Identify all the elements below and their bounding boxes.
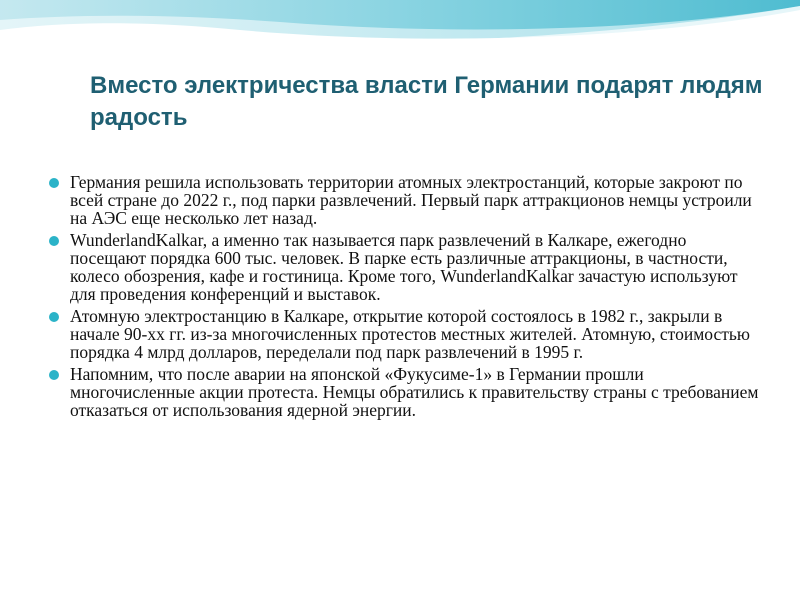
bullet-text: Атомную электростанцию в Калкаре, открытие которой состоялось в 1982 г., закрыли в начале 90-хх гг. из-за многочисленных протестов местных жителей. Атомную, стоимостью порядка 4 млрд долларов, переделали под парк развлечений в 1995 г. bbox=[70, 306, 750, 362]
bullet-text: Напомним, что после аварии на японской «Фукусиме-1» в Германии прошли многочисленные акции протеста. Немцы обратились к правительству страны с требованием отказаться от использования ядерной энергии. bbox=[70, 364, 759, 420]
slide-title: Вместо электричества власти Германии подарят людям радость bbox=[90, 72, 763, 131]
bullet-item bbox=[46, 231, 766, 303]
bullet-dot-icon bbox=[49, 236, 59, 246]
bullet-item bbox=[46, 365, 766, 419]
bullet-dot-icon bbox=[49, 370, 59, 380]
bullet-dot-icon bbox=[49, 312, 59, 322]
bullet-text: WunderlandKalkar, а именно так называется парк развлечений в Калкаре, ежегодно посещают порядка 600 тыс. человек. В парке есть различные аттракционы, в частности, колесо обозрения, кафе и гостиница. Кроме того, WunderlandKalkar зачастую используют для проведения конференций и выставок. bbox=[70, 230, 738, 304]
bullet-text: Германия решила использовать территории атомных электростанций, которые закроют по всей стране до 2022 г., под парки развлечений. Первый парк аттракционов немцы устроили на АЭС еще несколько лет назад. bbox=[70, 172, 752, 228]
wave-header-decoration bbox=[0, 0, 800, 70]
bullet-item bbox=[46, 307, 766, 361]
bullet-item bbox=[46, 173, 766, 227]
bullet-dot-icon bbox=[49, 178, 59, 188]
bullet-list bbox=[46, 173, 766, 423]
